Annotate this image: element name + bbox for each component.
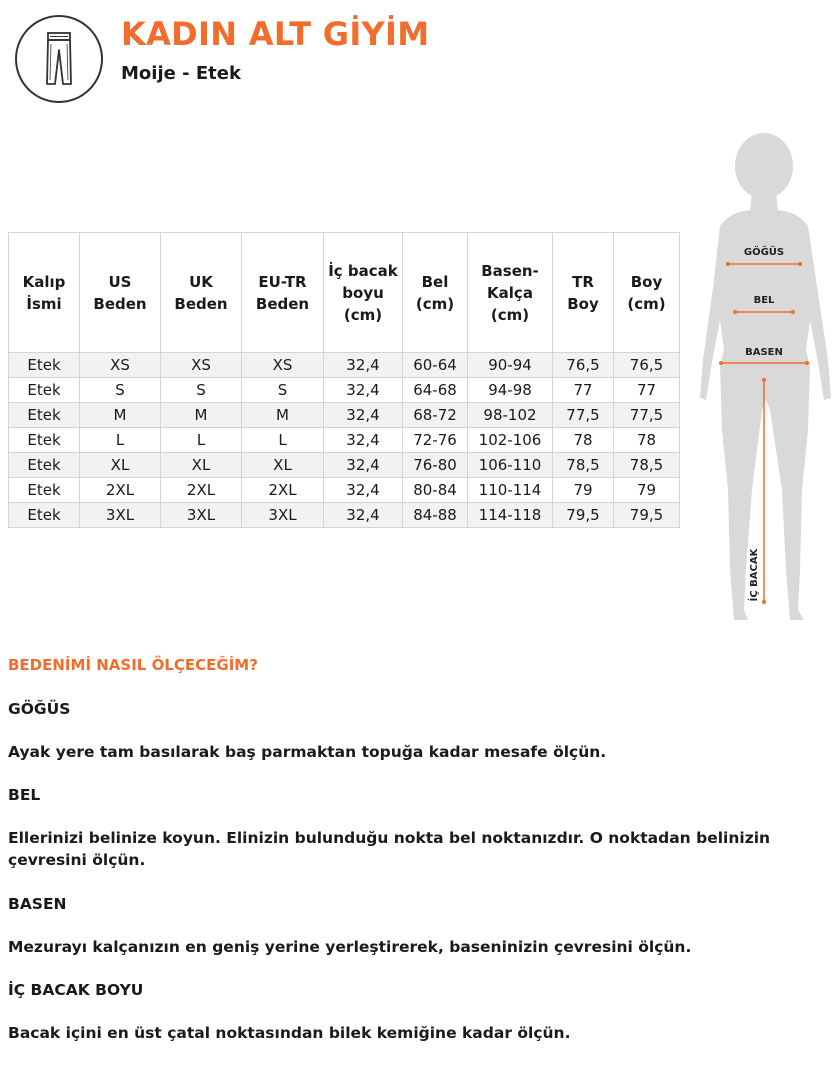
header-cell: İç bacak boyu (cm): [324, 233, 403, 353]
table-cell: 77,5: [614, 403, 680, 428]
table-row: [9, 353, 680, 378]
table-cell: 60-64: [403, 353, 468, 378]
table-row: [9, 428, 680, 453]
table-cell: 3XL: [80, 503, 161, 528]
table-cell: 110-114: [468, 478, 553, 503]
hip-label: BASEN: [745, 347, 783, 358]
table-cell: Etek: [9, 428, 80, 453]
table-cell: 32,4: [324, 403, 403, 428]
table-cell: 2XL: [80, 478, 161, 503]
table-cell: 72-76: [403, 428, 468, 453]
table-cell: 79: [553, 478, 614, 503]
header-cell: Boy (cm): [614, 233, 680, 353]
table-cell: 2XL: [161, 478, 242, 503]
size-table: [8, 232, 680, 528]
table-cell: M: [242, 403, 324, 428]
inseam-heading: İÇ BACAK BOYU: [8, 981, 144, 999]
table-cell: L: [242, 428, 324, 453]
table-cell: 32,4: [324, 503, 403, 528]
table-cell: XL: [80, 453, 161, 478]
table-cell: 32,4: [324, 478, 403, 503]
table-cell: 98-102: [468, 403, 553, 428]
table-cell: Etek: [9, 378, 80, 403]
chest-label: GÖĞÜS: [743, 247, 785, 258]
table-cell: 94-98: [468, 378, 553, 403]
table-cell: 79,5: [614, 503, 680, 528]
table-cell: 32,4: [324, 428, 403, 453]
table-cell: M: [80, 403, 161, 428]
table-cell: 79: [614, 478, 680, 503]
header-cell: Kalıp İsmi: [9, 233, 80, 353]
hip-heading: BASEN: [8, 895, 67, 913]
table-cell: S: [161, 378, 242, 403]
table-cell: Etek: [9, 453, 80, 478]
table-cell: 76-80: [403, 453, 468, 478]
table-cell: Etek: [9, 503, 80, 528]
table-cell: 106-110: [468, 453, 553, 478]
chest-description: Ayak yere tam basılarak baş parmaktan topuğa kadar mesafe ölçün.: [8, 743, 607, 761]
hip-description: Mezurayı kalçanızın en geniş yerine yerleştirerek, baseninizin çevresini ölçün.: [8, 938, 692, 956]
header-cell: EU-TR Beden: [242, 233, 324, 353]
table-cell: 78,5: [553, 453, 614, 478]
table-cell: 77,5: [553, 403, 614, 428]
guide-title: BEDENİMİ NASIL ÖLÇECEĞİM?: [8, 656, 258, 674]
table-cell: 90-94: [468, 353, 553, 378]
table-cell: XS: [161, 353, 242, 378]
waist-description: Ellerinizi belinize koyun. Elinizin bulunduğu nokta bel noktanızdır. O noktadan belinizin çevresini ölçün.: [8, 829, 771, 869]
page-title: KADIN ALT GİYİM: [121, 15, 430, 53]
table-cell: 77: [553, 378, 614, 403]
table-row: [9, 378, 680, 403]
chest-heading: GÖĞÜS: [8, 700, 71, 718]
table-row: [9, 478, 680, 503]
table-cell: XL: [161, 453, 242, 478]
table-row: [9, 453, 680, 478]
table-cell: 80-84: [403, 478, 468, 503]
table-cell: S: [242, 378, 324, 403]
table-cell: 79,5: [553, 503, 614, 528]
table-header-row: [9, 233, 680, 353]
table-cell: L: [161, 428, 242, 453]
table-row: [9, 403, 680, 428]
table-cell: 64-68: [403, 378, 468, 403]
table-cell: 32,4: [324, 453, 403, 478]
trousers-icon: [15, 15, 103, 103]
table-cell: 68-72: [403, 403, 468, 428]
table-cell: 77: [614, 378, 680, 403]
table-cell: 32,4: [324, 378, 403, 403]
table-cell: 76,5: [614, 353, 680, 378]
table-cell: 3XL: [242, 503, 324, 528]
header-cell: UK Beden: [161, 233, 242, 353]
table-cell: 32,4: [324, 353, 403, 378]
table-cell: L: [80, 428, 161, 453]
table-cell: 76,5: [553, 353, 614, 378]
header-cell: US Beden: [80, 233, 161, 353]
table-cell: XL: [242, 453, 324, 478]
header-cell: Bel (cm): [403, 233, 468, 353]
product-subtitle: Moije - Etek: [121, 63, 241, 84]
table-cell: S: [80, 378, 161, 403]
inseam-label: İÇ BACAK: [749, 548, 760, 602]
table-cell: XS: [242, 353, 324, 378]
table-cell: 114-118: [468, 503, 553, 528]
table-cell: 2XL: [242, 478, 324, 503]
table-row: [9, 503, 680, 528]
table-cell: 84-88: [403, 503, 468, 528]
table-cell: Etek: [9, 353, 80, 378]
waist-label: BEL: [753, 295, 775, 306]
table-cell: 78,5: [614, 453, 680, 478]
header-cell: TR Boy: [553, 233, 614, 353]
header-cell: Basen-Kalça (cm): [468, 233, 553, 353]
table-cell: Etek: [9, 403, 80, 428]
table-cell: 102-106: [468, 428, 553, 453]
table-cell: XS: [80, 353, 161, 378]
inseam-description: Bacak içini en üst çatal noktasından bilek kemiğine kadar ölçün.: [8, 1024, 571, 1042]
table-cell: M: [161, 403, 242, 428]
body-silhouette-icon: [700, 130, 837, 630]
waist-heading: BEL: [8, 786, 41, 804]
table-cell: 78: [553, 428, 614, 453]
table-cell: 78: [614, 428, 680, 453]
table-cell: Etek: [9, 478, 80, 503]
table-cell: 3XL: [161, 503, 242, 528]
